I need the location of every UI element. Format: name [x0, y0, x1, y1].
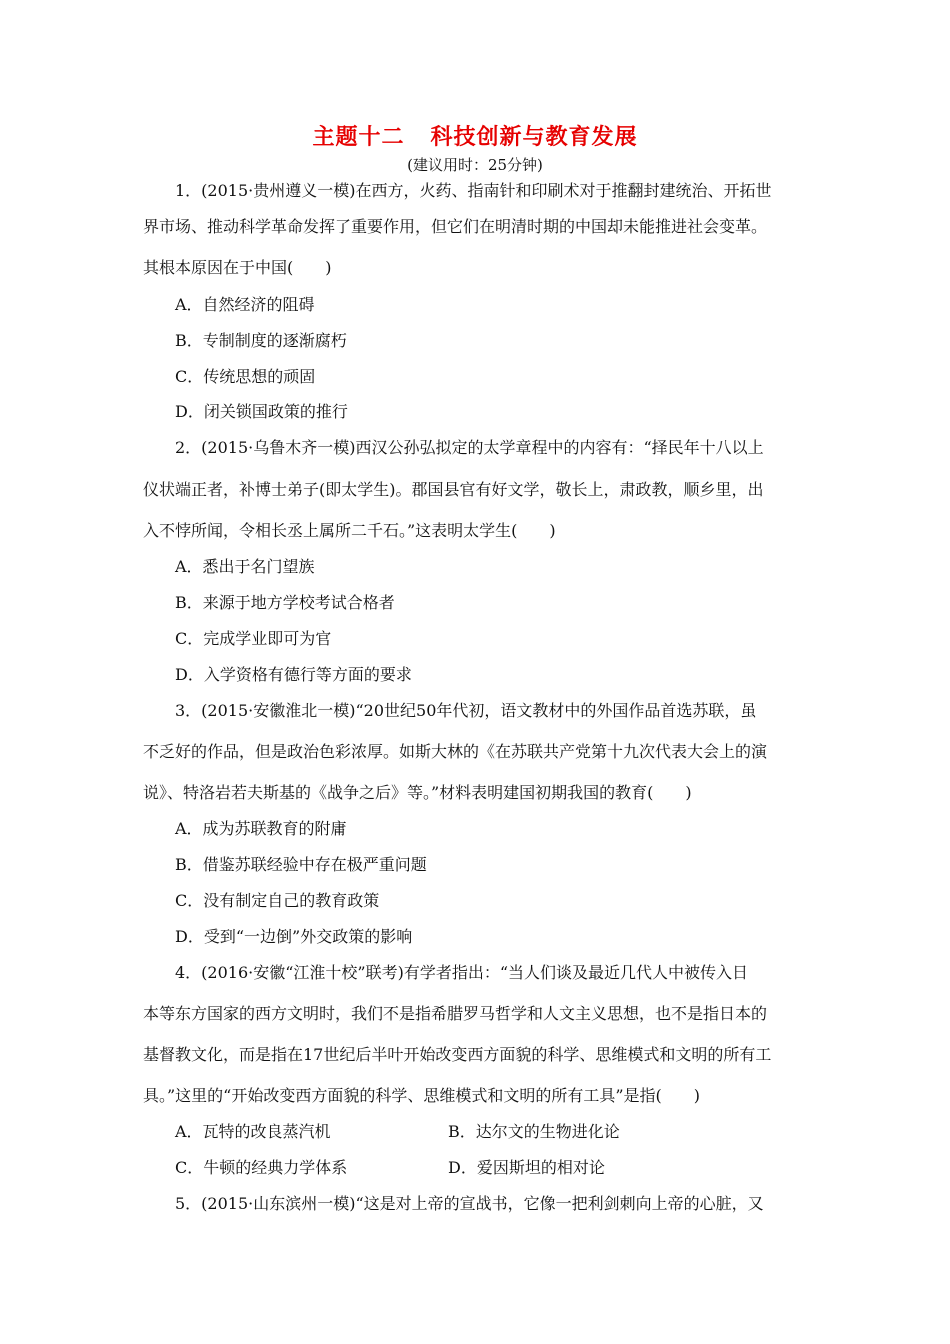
question-1-option-d: D．闭关锁国政策的推行	[175, 402, 348, 421]
question-3-line-2: 不乏好的作品，但是政治色彩浓厚。如斯大林的《在苏联共产党第十九次代表大会上的演	[143, 742, 768, 761]
question-2-option-a: A．悉出于名门望族	[175, 557, 315, 576]
question-3-option-c: C．没有制定自己的教育政策	[175, 891, 380, 910]
question-1-line-3: 其根本原因在于中国( )	[143, 258, 332, 277]
question-4-option-c: C．牛顿的经典力学体系	[175, 1158, 348, 1177]
question-2-line-1: 2．(2015·乌鲁木齐一模)西汉公孙弘拟定的太学章程中的内容有：“择民年十八以上	[175, 438, 764, 457]
title-topic-number: 主题十二	[312, 125, 405, 150]
question-4-option-b: B．达尔文的生物进化论	[448, 1122, 620, 1141]
page-title	[0, 120, 950, 151]
suggested-time: (建议用时：25分钟)	[407, 156, 543, 174]
question-3-line-1: 3．(2015·安徽淮北一模)“20世纪50年代初，语文教材中的外国作品首选苏联，虽	[175, 701, 757, 720]
question-4-line-3: 基督教文化，而是指在17世纪后半叶开始改变西方面貌的科学、思维模式和文明的所有工	[143, 1045, 772, 1064]
question-2-line-3: 入不悖所闻，令相长丞上属所二千石。”这表明太学生( )	[143, 521, 556, 540]
question-5-line-1: 5．(2015·山东滨州一模)“这是对上帝的宣战书，它像一把利剑刺向上帝的心脏，又	[175, 1194, 764, 1213]
question-4-line-1: 4．(2016·安徽“江淮十校”联考)有学者指出：“当人们谈及最近几代人中被传入日	[175, 963, 749, 982]
question-4-line-4: 具。”这里的“开始改变西方面貌的科学、思维模式和文明的所有工具”是指( )	[143, 1086, 701, 1105]
question-2-line-2: 仪状端正者，补博士弟子(即太学生)。郡国县官有好文学，敬长上，肃政教，顺乡里，出	[143, 480, 764, 499]
question-3-line-3: 说》、特洛岩若夫斯基的《战争之后》等。”材料表明建国初期我国的教育( )	[143, 783, 692, 802]
question-2-option-b: B．来源于地方学校考试合格者	[175, 593, 395, 612]
question-3-option-d: D．受到“一边倒”外交政策的影响	[175, 927, 413, 946]
question-2-option-d: D．入学资格有德行等方面的要求	[175, 665, 412, 684]
question-1-option-b: B．专制制度的逐渐腐朽	[175, 331, 347, 350]
question-3-option-b: B．借鉴苏联经验中存在极严重问题	[175, 855, 427, 874]
question-4-option-a: A．瓦特的改良蒸汽机	[175, 1122, 331, 1141]
title-topic-name: 科技创新与教育发展	[430, 125, 638, 150]
question-4-option-d: D．爱因斯坦的相对论	[448, 1158, 605, 1177]
question-2-option-c: C．完成学业即可为官	[175, 629, 332, 648]
question-1-line-2: 界市场、推动科学革命发挥了重要作用，但它们在明清时期的中国却未能推进社会变革。	[143, 217, 768, 236]
question-4-line-2: 本等东方国家的西方文明时，我们不是指希腊罗马哲学和人文主义思想，也不是指日本的	[143, 1004, 768, 1023]
question-1-line-1: 1．(2015·贵州遵义一模)在西方，火药、指南针和印刷术对于推翻封建统治、开拓世	[175, 181, 772, 200]
question-1-option-a: A．自然经济的阻碍	[175, 295, 315, 314]
question-1-option-c: C．传统思想的顽固	[175, 367, 316, 386]
question-3-option-a: A．成为苏联教育的附庸	[175, 819, 347, 838]
